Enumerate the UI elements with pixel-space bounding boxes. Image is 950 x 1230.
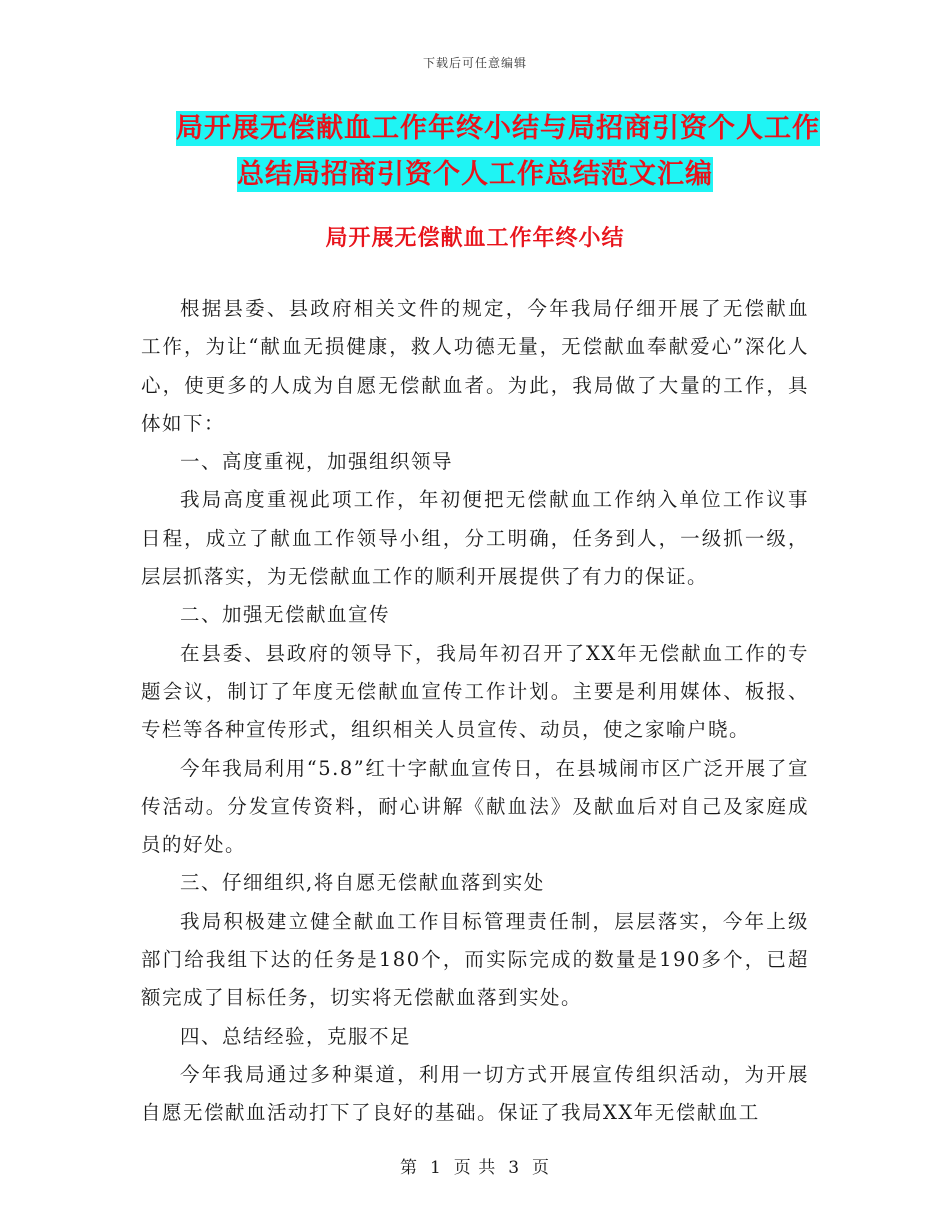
header-note: 下载后可任意编辑	[422, 56, 527, 70]
heading-4: 四、总结经验，克服不足	[180, 1024, 412, 1048]
paragraph-intro: 根据县委、县政府相关文件的规定，今年我局仔细开展了无偿献血工作，为让“献血无损健康，救人功德无量，无偿献血奉献爱心”深化人心，使更多的人成为自愿无偿献血者。为此，我局做了大量的工作，具体如下：	[141, 297, 809, 435]
footer-suffix: 页	[532, 1158, 551, 1178]
paragraph-3: 我局积极建立健全献血工作目标管理责任制，层层落实，今年上级部门给我组下达的任务是180个，而实际完成的数量是190多个，已超额完成了目标任务，切实将无偿献血落到实处。	[141, 909, 809, 1010]
section-title: 局开展无偿献血工作年终小结	[325, 226, 625, 251]
page-footer	[0, 1153, 950, 1178]
paragraph-2a: 在县委、县政府的领导下，我局年初召开了XX年无偿献血工作的专题会议，制订了年度无偿献血宣传工作计划。主要是利用媒体、板报、专栏等各种宣传形式，组织相关人员宣传、动员，使之家喻户晓。	[141, 641, 809, 742]
document-title-line-2	[0, 156, 950, 194]
paragraph-2b: 今年我局利用“5.8”红十字献血宣传日，在县城闹市区广泛开展了宣传活动。分发宣传资料，耐心讲解《献血法》及献血后对自己及家庭成员的好处。	[141, 756, 809, 857]
footer-middle: 页 共	[453, 1158, 497, 1178]
heading-3: 三、仔细组织,将自愿无偿献血落到实处	[180, 871, 545, 895]
heading-2: 二、加强无偿献血宣传	[180, 603, 391, 627]
total-pages: 3	[508, 1158, 521, 1178]
paragraph-1: 我局高度重视此项工作，年初便把无偿献血工作纳入单位工作议事日程，成立了献血工作领导小组，分工明确，任务到人，一级抓一级，层层抓落实，为无偿献血工作的顺利开展提供了有力的保证。	[141, 488, 809, 589]
document-title-line-1	[0, 110, 950, 148]
paragraph-4: 今年我局通过多种渠道，利用一切方式开展宣传组织活动，为开展自愿无偿献血活动打下了良好的基础。保证了我局XX年无偿献血工	[141, 1062, 809, 1125]
document-body	[141, 290, 809, 1133]
footer-prefix: 第	[399, 1158, 418, 1178]
document-title-text-2: 总结局招商引资个人工作总结范文汇编	[237, 159, 713, 190]
heading-1: 一、高度重视，加强组织领导	[180, 450, 454, 474]
page-number: 1	[429, 1158, 442, 1178]
document-title-text-1: 局开展无偿献血工作年终小结与局招商引资个人工作	[176, 113, 820, 144]
